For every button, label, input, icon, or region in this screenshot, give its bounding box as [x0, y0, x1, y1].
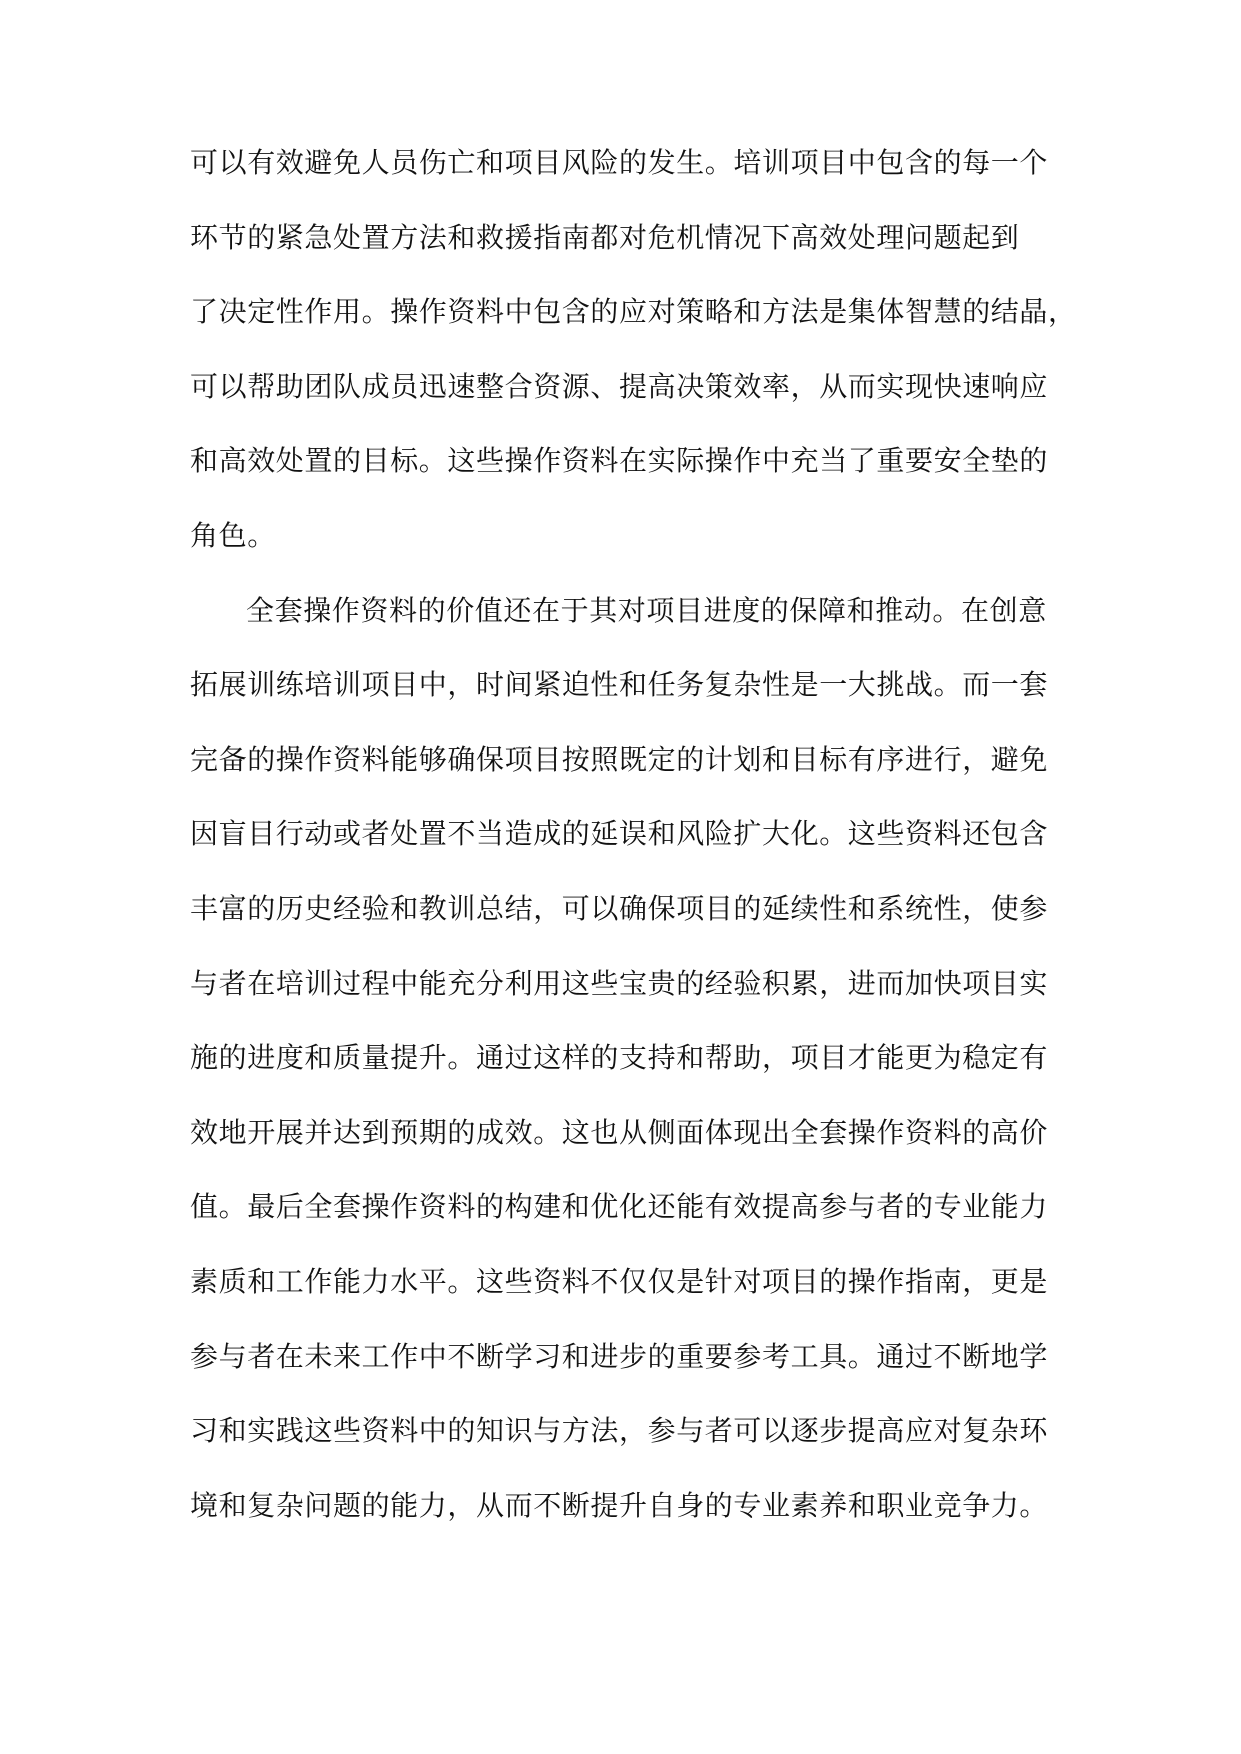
text-line: 值。最后全套操作资料的构建和优化还能有效提高参与者的专业能力	[190, 1190, 1049, 1224]
text-line: 了决定性作用。操作资料中包含的应对策略和方法是集体智慧的结晶，	[190, 295, 1077, 329]
text-line: 素质和工作能力水平。这些资料不仅仅是针对项目的操作指南，更是	[190, 1264, 1049, 1298]
paragraph-first-line: 全套操作资料的价值还在于其对项目进度的保障和推动。在创意	[246, 593, 1047, 627]
body-text	[190, 145, 1090, 1562]
text-line: 习和实践这些资料中的知识与方法，参与者可以逐步提高应对复杂环	[190, 1414, 1049, 1448]
text-line: 因盲目行动或者处置不当造成的延误和风险扩大化。这些资料还包含	[190, 817, 1049, 851]
text-line: 和高效处置的目标。这些操作资料在实际操作中充当了重要安全垫的	[190, 444, 1049, 478]
text-line: 拓展训练培训项目中，时间紧迫性和任务复杂性是一大挑战。而一套	[190, 668, 1049, 702]
text-line: 环节的紧急处置方法和救援指南都对危机情况下高效处理问题起到	[190, 220, 1020, 254]
text-line: 效地开展并达到预期的成效。这也从侧面体现出全套操作资料的高价	[190, 1115, 1049, 1149]
text-line: 施的进度和质量提升。通过这样的支持和帮助，项目才能更为稳定有	[190, 1041, 1049, 1075]
text-line: 丰富的历史经验和教训总结，可以确保项目的延续性和系统性，使参	[190, 891, 1049, 925]
text-line: 可以有效避免人员伤亡和项目风险的发生。培训项目中包含的每一个	[190, 146, 1049, 179]
text-line: 境和复杂问题的能力，从而不断提升自身的专业素养和职业竞争力。	[190, 1488, 1049, 1522]
text-line: 与者在培训过程中能充分利用这些宝贵的经验积累，进而加快项目实	[190, 966, 1049, 1000]
text-line: 可以帮助团队成员迅速整合资源、提高决策效率，从而实现快速响应	[190, 369, 1049, 403]
text-line: 参与者在未来工作中不断学习和进步的重要参考工具。通过不断地学	[190, 1339, 1049, 1373]
text-line: 角色。	[190, 518, 276, 552]
text-line: 完备的操作资料能够确保项目按照既定的计划和目标有序进行，避免	[190, 742, 1049, 776]
